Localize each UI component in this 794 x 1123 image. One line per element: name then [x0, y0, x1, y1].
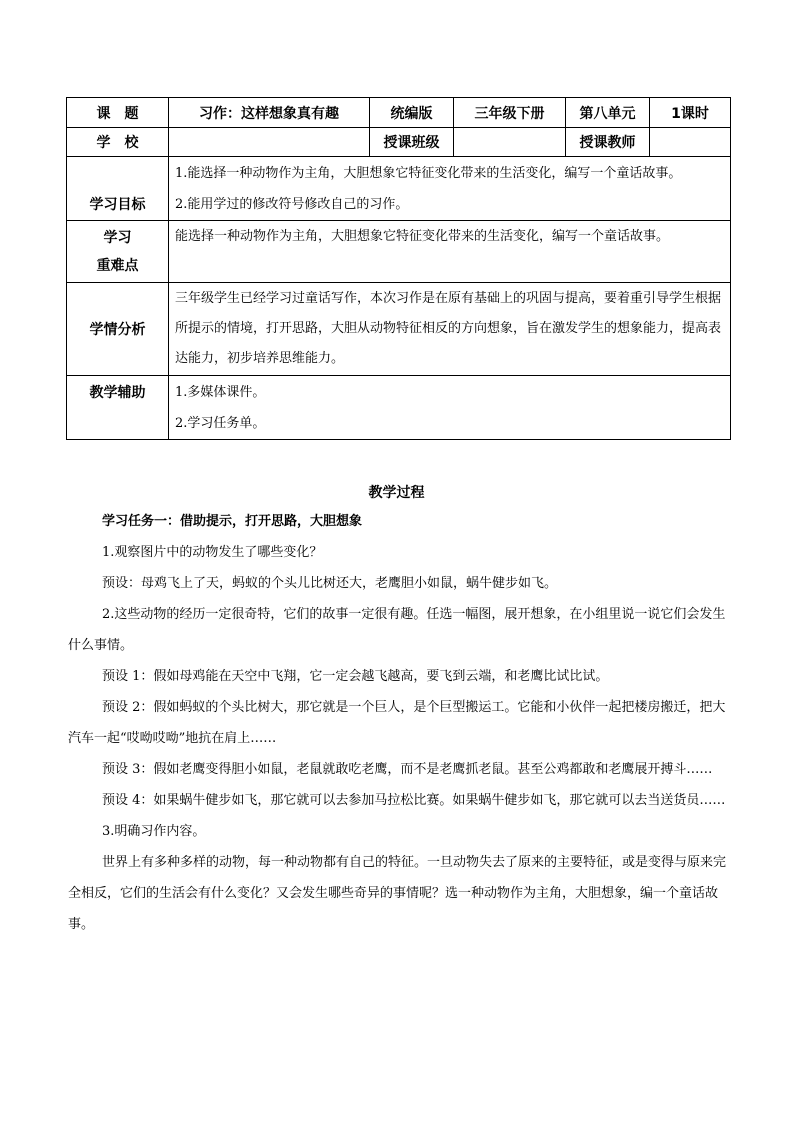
answer-1: 预设：母鸡飞上了天，蚂蚁的个头儿比树还大，老鹰胆小如鼠，蜗牛健步如飞。 — [102, 576, 558, 591]
school-label: 学 校 — [67, 128, 169, 157]
class-label: 授课班级 — [370, 128, 454, 157]
topic-label: 课 题 — [67, 98, 169, 128]
goal-item-1: 1.能选择一种动物作为主角，大胆想象它特征变化带来的生活变化，编写一个童话故事。 — [175, 165, 682, 181]
table-row-topic — [67, 98, 731, 128]
class-value — [454, 128, 566, 157]
hours: 1课时 — [650, 98, 731, 128]
teacher-value — [650, 128, 731, 157]
unit: 第八单元 — [566, 98, 650, 128]
preset-2: 预设 2：假如蚂蚁的个头比树大，那它就是一个巨人，是个巨型搬运工。它能和小伙伴一起把楼房搬迁，把大汽车一起“哎呦哎呦”地抗在肩上…… — [68, 700, 726, 746]
aids-cell — [169, 376, 731, 440]
goal-item-2: 2.能用学过的修改符号修改自己的习作。 — [175, 196, 409, 212]
goals-label: 学习目标 — [67, 157, 169, 221]
table-row-key-points — [67, 221, 731, 283]
key-points-label — [67, 221, 169, 283]
question-3: 3.明确习作内容。 — [102, 824, 206, 839]
key-points-label-line2: 重难点 — [96, 257, 139, 274]
teaching-process — [68, 480, 727, 940]
table-row-school — [67, 128, 731, 157]
preset-3: 预设 3：假如老鹰变得胆小如鼠，老鼠就敢吃老鹰，而不是老鹰抓老鼠。甚至公鸡都敢和老鹰展开搏斗…… — [102, 762, 713, 777]
preset-1: 预设 1：假如母鸡能在天空中飞翔，它一定会越飞越高，要飞到云端，和老鹰比试比试。 — [102, 669, 609, 684]
teacher-label: 授课教师 — [566, 128, 650, 157]
aid-item-2: 2.学习任务单。 — [175, 415, 266, 431]
task1-title: 学习任务一：借助提示，打开思路，大胆想象 — [102, 514, 363, 529]
table-row-analysis — [67, 283, 731, 376]
analysis-cell — [169, 283, 731, 376]
process-title: 教学过程 — [368, 485, 425, 501]
question-2: 2.这些动物的经历一定很奇特，它们的故事一定很有趣。任选一幅图，展开想象，在小组里说一说它们会发生什么事情。 — [68, 607, 726, 653]
edition: 统编版 — [370, 98, 454, 128]
analysis-label: 学情分析 — [67, 283, 169, 376]
lesson-title: 习作：这样想象真有趣 — [169, 98, 370, 128]
analysis-text: 三年级学生已经学习过童话写作，本次习作是在原有基础上的巩固与提高，要着重引导学生根据所提示的情境，打开思路，大胆从动物特征相反的方向想象，旨在激发学生的想象能力，提高表达能力，初步培养思维能力。 — [175, 291, 722, 366]
key-points-cell — [169, 221, 731, 283]
key-points-label-line1: 学习 — [103, 229, 132, 246]
aids-label: 教学辅助 — [67, 376, 169, 440]
grade: 三年级下册 — [454, 98, 566, 128]
final-paragraph: 世界上有多种多样的动物，每一种动物都有自己的特征。一旦动物失去了原来的主要特征，或是变得与原来完全相反，它们的生活会有什么变化？又会发生哪些奇异的事情呢？选一种动物作为主角，大胆想象，编一个童话故事。 — [68, 855, 727, 932]
aid-item-1: 1.多媒体课件。 — [175, 384, 266, 400]
table-row-goals — [67, 157, 731, 221]
lesson-info-table — [66, 97, 731, 440]
goals-cell — [169, 157, 731, 221]
key-points-text: 能选择一种动物作为主角，大胆想象它特征变化带来的生活变化，编写一个童话故事。 — [175, 229, 670, 244]
preset-4: 预设 4：如果蜗牛健步如飞，那它就可以去参加马拉松比赛。如果蜗牛健步如飞，那它就可以去当送货员…… — [102, 793, 726, 808]
school-value — [169, 128, 370, 157]
table-row-aids — [67, 376, 731, 440]
question-1: 1.观察图片中的动物发生了哪些变化？ — [102, 545, 323, 560]
